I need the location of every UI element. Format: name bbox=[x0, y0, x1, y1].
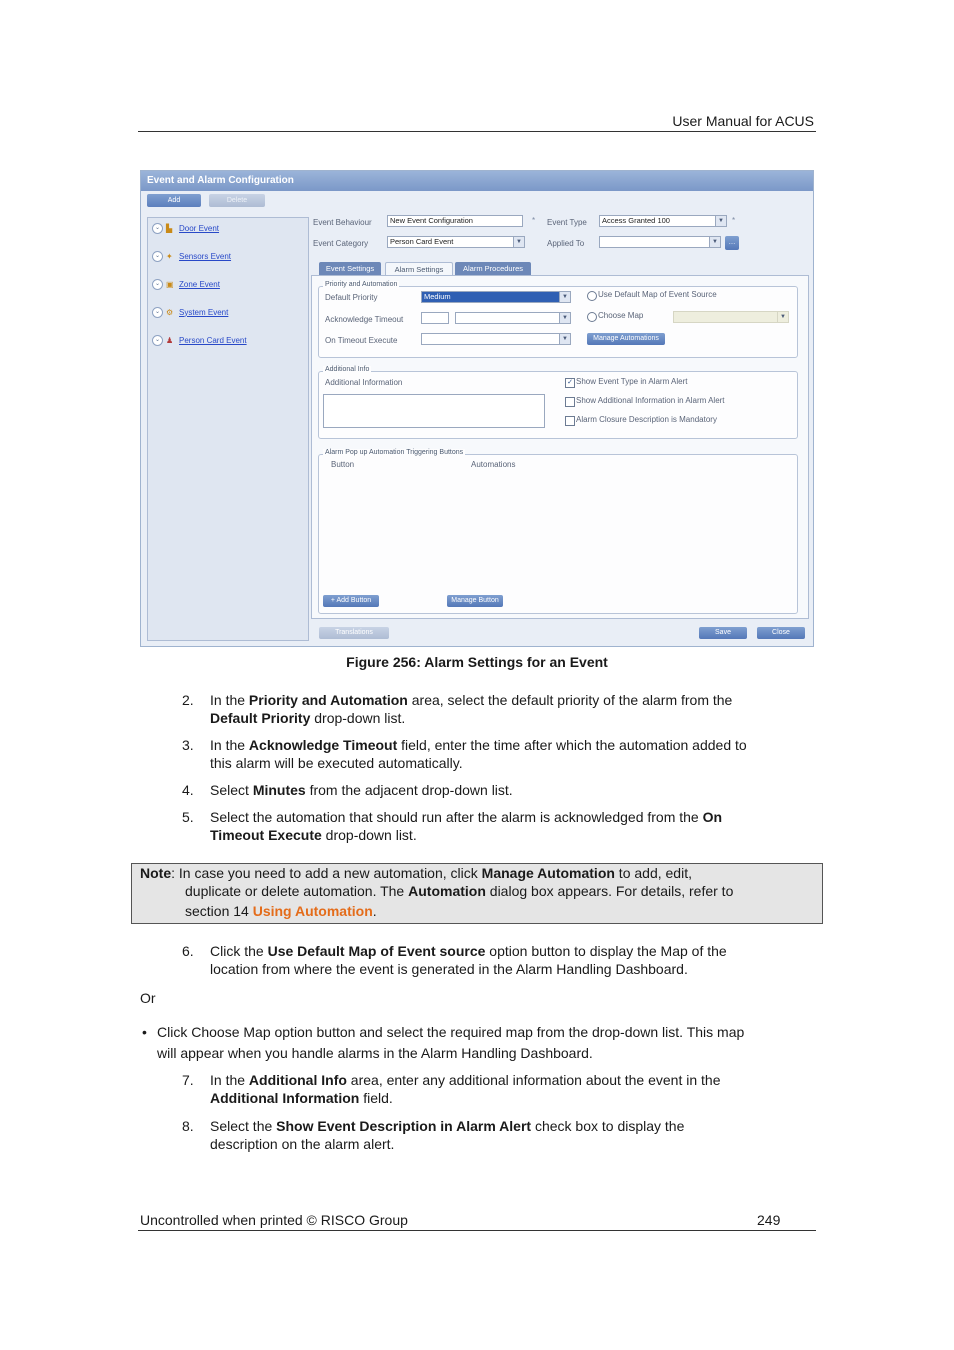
default-priority-value: Medium bbox=[424, 292, 451, 301]
chevron-down-icon[interactable]: ▼ bbox=[559, 334, 570, 344]
show-additional-info-label: Show Additional Information in Alarm Alert bbox=[576, 396, 725, 405]
event-alarm-config-screenshot bbox=[140, 170, 814, 647]
show-additional-info-checkbox[interactable] bbox=[565, 397, 575, 407]
person-card-icon: ♟ bbox=[166, 335, 174, 345]
chevron-down-icon[interactable]: ▼ bbox=[513, 237, 524, 247]
default-priority-select[interactable] bbox=[421, 291, 571, 303]
event-category-label: Event Category bbox=[313, 239, 369, 248]
figure-caption: Figure 256: Alarm Settings for an Event bbox=[346, 654, 608, 670]
add-button-button[interactable]: + Add Button bbox=[323, 595, 379, 607]
tree-item-door-event[interactable]: ⌄ ▙ Door Event bbox=[152, 221, 219, 235]
expand-icon[interactable]: ⌄ bbox=[152, 335, 163, 346]
system-icon: ⚙ bbox=[166, 307, 174, 317]
running-header: User Manual for ACUS bbox=[672, 113, 814, 129]
tree-item-zone-event[interactable]: ⌄ ▣ Zone Event bbox=[152, 277, 220, 291]
tab-alarm-procedures[interactable]: Alarm Procedures bbox=[455, 262, 531, 276]
footer-rule bbox=[138, 1230, 816, 1231]
use-default-map-radio[interactable] bbox=[587, 291, 597, 301]
required-marker: * bbox=[532, 216, 536, 225]
chevron-down-icon[interactable]: ▼ bbox=[777, 312, 788, 322]
event-type-select[interactable] bbox=[599, 215, 727, 227]
popup-buttons-group bbox=[318, 449, 798, 614]
tree-item-sensors-event[interactable]: ⌄ ✦ Sensors Event bbox=[152, 249, 231, 263]
event-category-value: Person Card Event bbox=[390, 237, 454, 246]
alarm-settings-panel bbox=[311, 275, 809, 619]
event-behaviour-label: Event Behaviour bbox=[313, 218, 372, 227]
chevron-down-icon[interactable]: ▼ bbox=[709, 237, 720, 247]
column-header-button: Button bbox=[331, 460, 355, 469]
manage-automations-button[interactable]: Manage Automations bbox=[587, 333, 665, 345]
header-rule bbox=[138, 131, 816, 132]
choose-map-radio[interactable] bbox=[587, 312, 597, 322]
map-select[interactable] bbox=[673, 311, 789, 323]
event-category-select[interactable] bbox=[387, 236, 525, 248]
tree-item-system-event[interactable]: ⌄ ⚙ System Event bbox=[152, 305, 228, 319]
chevron-down-icon[interactable]: ▼ bbox=[559, 292, 570, 302]
expand-icon[interactable]: ⌄ bbox=[152, 251, 163, 262]
add-button[interactable]: Add bbox=[147, 194, 201, 207]
chevron-down-icon[interactable]: ▼ bbox=[715, 216, 726, 226]
group-title: Additional Info bbox=[325, 366, 370, 373]
translations-button[interactable]: Translations bbox=[319, 627, 389, 639]
event-behaviour-input[interactable]: New Event Configuration bbox=[387, 215, 523, 227]
manage-button-button[interactable]: Manage Button bbox=[447, 595, 503, 607]
or-text: Or bbox=[140, 990, 156, 1006]
zone-icon: ▣ bbox=[166, 279, 174, 289]
page-number: 249 bbox=[757, 1212, 781, 1228]
show-event-type-checkbox[interactable]: ✓ bbox=[565, 378, 575, 388]
close-button[interactable]: Close bbox=[757, 627, 805, 639]
sensor-icon: ✦ bbox=[166, 251, 173, 261]
door-icon: ▙ bbox=[166, 223, 173, 233]
save-button[interactable]: Save bbox=[699, 627, 747, 639]
additional-information-textarea[interactable] bbox=[323, 394, 545, 428]
using-automation-link[interactable]: Using Automation bbox=[252, 903, 373, 919]
window-title: Event and Alarm Configuration bbox=[141, 171, 813, 191]
event-tree-pane bbox=[147, 217, 309, 641]
event-type-value: Access Granted 100 bbox=[602, 216, 670, 225]
priority-automation-group bbox=[318, 281, 798, 358]
tab-alarm-settings[interactable]: Alarm Settings bbox=[385, 262, 453, 277]
applied-to-select[interactable] bbox=[599, 236, 721, 248]
group-title: Priority and Automation bbox=[325, 281, 398, 288]
tab-event-settings[interactable]: Event Settings bbox=[319, 262, 381, 276]
ack-timeout-label: Acknowledge Timeout bbox=[325, 315, 404, 324]
ack-timeout-input[interactable] bbox=[421, 312, 449, 324]
closure-mandatory-label: Alarm Closure Description is Mandatory bbox=[576, 415, 717, 424]
tree-item-person-card-event[interactable]: ⌄ ♟ Person Card Event bbox=[152, 333, 247, 347]
applied-to-label: Applied To bbox=[547, 239, 585, 248]
expand-icon[interactable]: ⌄ bbox=[152, 279, 163, 290]
additional-information-label: Additional Information bbox=[325, 378, 403, 387]
on-timeout-label: On Timeout Execute bbox=[325, 336, 398, 345]
delete-button[interactable]: Delete bbox=[209, 194, 265, 207]
note-box: Note: In case you need to add a new automation, click Manage Automation to add, edit, duplicate or delete automation. The Automation dialog box appears. For details, refer to section 14 Using Automation. bbox=[131, 863, 823, 924]
additional-info-group bbox=[318, 366, 798, 439]
column-header-automations: Automations bbox=[471, 460, 516, 469]
expand-icon[interactable]: ⌄ bbox=[152, 223, 163, 234]
required-marker: * bbox=[732, 216, 736, 225]
default-priority-label: Default Priority bbox=[325, 293, 378, 302]
group-title: Alarm Pop up Automation Triggering Buttons bbox=[325, 449, 464, 456]
show-event-type-label: Show Event Type in Alarm Alert bbox=[576, 377, 688, 386]
on-timeout-select[interactable] bbox=[421, 333, 571, 345]
browse-button[interactable]: … bbox=[725, 236, 739, 250]
use-default-map-label: Use Default Map of Event Source bbox=[598, 290, 717, 299]
choose-map-label: Choose Map bbox=[598, 311, 644, 320]
closure-mandatory-checkbox[interactable] bbox=[565, 416, 575, 426]
expand-icon[interactable]: ⌄ bbox=[152, 307, 163, 318]
chevron-down-icon[interactable]: ▼ bbox=[559, 313, 570, 323]
ack-timeout-unit-select[interactable] bbox=[455, 312, 571, 324]
footer-copyright: Uncontrolled when printed © RISCO Group bbox=[140, 1212, 408, 1228]
event-type-label: Event Type bbox=[547, 218, 587, 227]
